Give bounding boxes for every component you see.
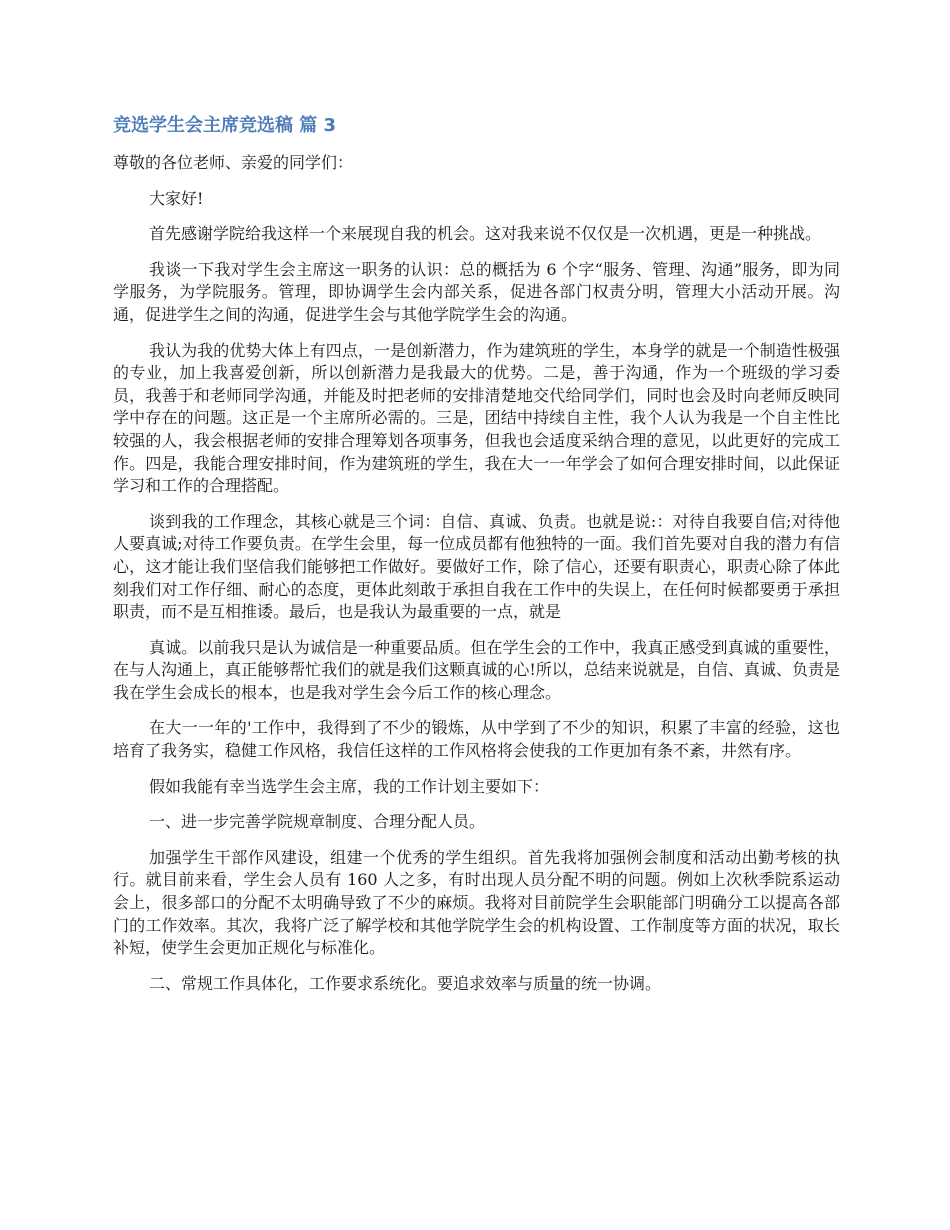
paragraph-role-understanding: 我谈一下我对学生会主席这一职务的认识：总的概括为 6 个字“服务、管理、沟通”服务，即为同学服务，为学院服务。管理，即协调学生会内部关系，促进各部门权责分明，管理大小活动开展。沟通，促进学生之间的沟通，促进学生会与其他学院学生会的沟通。 — [113, 259, 840, 324]
paragraph-strengths: 我认为我的优势大体上有四点，一是创新潜力，作为建筑班的学生，本身学的就是一个制造性极强的专业，加上我喜爱创新，所以创新潜力是我最大的优势。二是，善于沟通，作为一个班级的学习委员，我善于和老师同学沟通，并能及时把老师的安排清楚地交代给同学们，同时也会及时向老师反映同学中存在的问题。这正是一个主席所必需的。三是，团结中持续自主性，我个人认为我是一个自主性比较强的人，我会根据老师的安排合理筹划各项事务，但我也会适度采纳合理的意见，以此更好的完成工作。四是，我能合理安排时间，作为建筑班的学生，我在大一一年学会了如何合理安排时间，以此保证学习和工作的合理搭配。 — [113, 340, 840, 496]
paragraph-plan-intro: 假如我能有幸当选学生会主席，我的工作计划主要如下： — [149, 776, 550, 796]
paragraph-plan-item-1-detail: 加强学生干部作风建设，组建一个优秀的学生组织。首先我将加强例会制度和活动出勤考核的执行。就目前来看，学生会人员有 160 人之多，有时出现人员分配不明的问题。例如上次秋季院系运动会上，很多部口的分配不太明确导致了不少的麻烦。我将对目前院学生会职能部门明确分工以提高各部门的工作效率。其次，我将广泛了解学校和其他学院学生会的机构设置、工作制度等方面的状况，取长补短，使学生会更加正规化与标准化。 — [113, 847, 840, 958]
paragraph-greeting: 大家好! — [149, 188, 204, 208]
paragraph-experience: 在大一一年的'工作中，我得到了不少的锻炼，从中学到了不少的知识，积累了丰富的经验，这也培育了我务实，稳健工作风格，我信任这样的工作风格将会使我的工作更加有条不紊，井然有序。 — [113, 718, 840, 761]
paragraph-work-philosophy: 谈到我的工作理念，其核心就是三个词：自信、真诚、负责。也就是说:：对待自我要自信;对待他人要真诚;对待工作要负责。在学生会里，每一位成员都有他独特的一面。我们首先要对自我的潜力有信心，这才能让我们坚信我们能够把工作做好。要做好工作，除了信心，还要有职责心，职责心除了体此刻我们对工作仔细、耐心的态度，更体此刻敢于承担自我在工作中的失误上，在任何时候都要勇于承担职责，而不是互相推诿。最后，也是我认为最重要的一点，就是 — [113, 511, 840, 622]
document-content — [113, 152, 840, 1008]
paragraph-plan-item-1: 一、进一步完善学院规章制度、合理分配人员。 — [149, 812, 486, 832]
paragraph-plan-item-2: 二、常规工作具体化，工作要求系统化。要追求效率与质量的统一协调。 — [149, 973, 662, 993]
paragraph-sincerity: 真诚。以前我只是认为诚信是一种重要品质。但在学生会的工作中，我真正感受到真诚的重要性，在与人沟通上，真正能够帮忙我们的就是我们这颗真诚的心!所以，总结来说就是，自信、真诚、负责是我在学生会成长的根本，也是我对学生会今后工作的核心理念。 — [113, 637, 840, 702]
salutation: 尊敬的各位老师、亲爱的同学们： — [113, 153, 354, 172]
paragraph-thanks: 首先感谢学院给我这样一个来展现自我的机会。这对我来说不仅仅是一次机遇，更是一种挑战。 — [149, 224, 822, 244]
document-title: 竞选学生会主席竞选稿 篇 3 — [113, 115, 337, 136]
